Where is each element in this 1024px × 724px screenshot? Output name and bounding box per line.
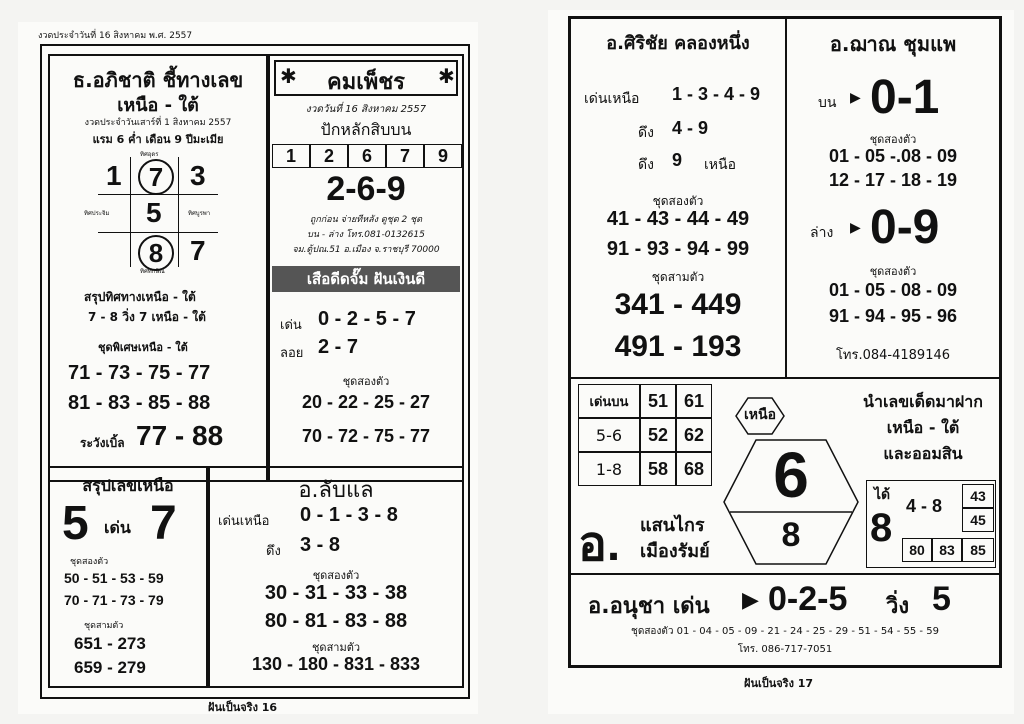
saenkrai-row1-label: 5-6 <box>578 418 640 452</box>
apichat-summary2: 7 - 8 วิ่ง 7 เหนือ - ใต้ <box>88 310 206 324</box>
sirichai-lead-label: เด่นเหนือ <box>584 91 640 107</box>
kompet-lead-label: เด่น <box>280 318 302 333</box>
lablae-lead-label: เด่นเหนือ <box>218 514 270 529</box>
tai-b3: 85 <box>962 538 994 562</box>
grid-ne: 3 <box>190 160 206 191</box>
anucha-arrow: ▶ <box>742 588 759 613</box>
saenkrai-top-label: เด่นบน <box>578 384 640 418</box>
anucha-run-label: วิ่ง <box>886 594 910 619</box>
saenkrai-big-top: 6 <box>773 439 809 511</box>
saenkrai-row1-2: 62 <box>676 418 712 452</box>
lablae-pull-label: ดึง <box>266 544 281 559</box>
saenkrai-brand2: เมืองรัมย์ <box>640 541 710 562</box>
sirichai-set3: ชุดสามตัว <box>651 270 705 284</box>
lablae-lead: 0 - 1 - 3 - 8 <box>300 504 398 526</box>
saenkrai-row2-2: 68 <box>676 452 712 486</box>
sirichai-r2: 91 - 93 - 94 - 99 <box>606 238 750 260</box>
summary-north-d1: 5 <box>62 497 89 550</box>
kompet-note2: บน - ล่าง โทร.081-0132615 <box>307 230 425 240</box>
chan-top-arrow: ▶ <box>850 90 861 106</box>
kompet-digit-4: 7 <box>386 144 424 168</box>
grid-s: 8 <box>138 235 174 271</box>
grid-se: 7 <box>190 235 206 266</box>
kompet-float-label: ลอย <box>280 346 304 361</box>
saenkrai-promo2: เหนือ - ใต้ <box>886 418 960 437</box>
grid-v2 <box>178 157 179 267</box>
sirichai-pull2-suffix: เหนือ <box>704 157 736 173</box>
kompet-digit-3: 6 <box>348 144 386 168</box>
sirichai-pull: 4 - 9 <box>672 118 709 138</box>
left-header: งวดประจำวันที่ 16 สิงหาคม พ.ศ. 2557 <box>38 31 193 41</box>
right-footer: ฝันเป็นจริง 17 <box>744 677 814 690</box>
lablae-r1: 30 - 31 - 33 - 38 <box>264 582 408 604</box>
summary-north-r3: 651 - 273 <box>74 634 146 653</box>
anucha-phone: โทร. 086-717-7051 <box>737 644 833 655</box>
apichat-subtitle: เหนือ - ใต้ <box>117 95 199 116</box>
dir-east: ทิศบูรพา <box>188 210 211 217</box>
summary-north-title: สรุปเลขเหนือ <box>82 476 174 495</box>
sirichai-r4: 491 - 193 <box>614 330 742 363</box>
sirichai-pull2-label: ดึง <box>638 157 654 173</box>
saenkrai-promo3: และออมสิน <box>883 444 963 463</box>
saenkrai-top-1: 51 <box>640 384 676 418</box>
saenkrai-hex-label: เหนือ <box>744 407 776 423</box>
sirichai-pull2: 9 <box>672 150 683 170</box>
grid-c: 5 <box>146 197 162 228</box>
sirichai-lead: 1 - 3 - 4 - 9 <box>672 84 761 104</box>
chan-top: 0-1 <box>870 71 940 124</box>
chan-phone: โทร.084-4189146 <box>835 348 951 363</box>
anucha-title: อ.อนุชา เด่น <box>588 594 710 619</box>
summary-north-r1: 50 - 51 - 53 - 59 <box>64 570 164 586</box>
summary-north-mid: เด่น <box>104 518 131 537</box>
apichat-date1: งวดประจำวันเสาร์ที่ 1 สิงหาคม 2557 <box>84 118 232 128</box>
chan-bottom-label: ล่าง <box>810 225 834 241</box>
lablae-r3: 130 - 180 - 831 - 833 <box>251 654 421 674</box>
kompet-banner: เสือดีดจั๊ม ฝันเงินดี <box>272 266 460 292</box>
lablae-set2: ชุดสองตัว <box>312 569 360 582</box>
apichat-date2: แรม 6 ค่ำ เดือน 9 ปีมะเมีย <box>92 133 224 146</box>
summary-north-r2: 70 - 71 - 73 - 79 <box>64 592 164 608</box>
anucha-set2: ชุดสองตัว 01 - 04 - 05 - 09 - 21 - 24 - 25 - 29 - 51 - 54 - 55 - 59 <box>631 626 939 637</box>
chan-set2b: ชุดสองตัว <box>869 265 917 278</box>
summary-north-d2: 7 <box>150 497 177 550</box>
left-page <box>18 22 478 714</box>
sirichai-r1: 41 - 43 - 44 - 49 <box>606 208 750 230</box>
kompet-digit-5: 9 <box>424 144 462 168</box>
kompet-note1: ถูกก่อน จ่ายทีหลัง ดูชุด 2 ชุด <box>309 215 423 225</box>
tai-b2: 83 <box>932 538 962 562</box>
grid-nw: 1 <box>106 160 122 191</box>
kompet-row2: 70 - 72 - 75 - 77 <box>301 426 431 446</box>
chan-r4: 91 - 94 - 95 - 96 <box>828 306 958 326</box>
tai-mid: 4 - 8 <box>906 496 943 516</box>
kompet-star-right: ✱ <box>438 64 455 88</box>
chan-set2a: ชุดสองตัว <box>869 133 917 146</box>
kompet-main: 2-6-9 <box>326 170 406 208</box>
chan-r1: 01 - 05 -.08 - 09 <box>828 146 958 166</box>
right-page <box>548 10 1014 714</box>
summary-north-r4: 659 - 279 <box>74 658 146 677</box>
anucha-main: 0-2-5 <box>768 580 848 618</box>
lablae-set3: ชุดสามตัว <box>311 641 361 654</box>
chan-top-label: บน <box>818 95 837 111</box>
apichat-special: ชุดพิเศษเหนือ - ใต้ <box>98 341 188 354</box>
kompet-head: ปักหลักสิบบน <box>320 120 412 139</box>
apichat-beware: 77 - 88 <box>136 420 224 451</box>
apichat-row1: 71 - 73 - 75 - 77 <box>68 362 211 384</box>
kompet-title: คมเพ็ชร <box>327 70 405 95</box>
sirichai-set2: ชุดสองตัว <box>652 194 704 208</box>
saenkrai-top-2: 61 <box>676 384 712 418</box>
saenkrai-row1-1: 52 <box>640 418 676 452</box>
saenkrai-promo1: นำเลขเด็ดมาฝาก <box>863 392 983 411</box>
kompet-set2: ชุดสองตัว <box>342 375 390 388</box>
grid-v1 <box>130 157 131 267</box>
sirichai-r3: 341 - 449 <box>614 288 742 321</box>
tai-r2: 45 <box>962 508 994 532</box>
apichat-summary1: สรุปทิศทางเหนือ - ใต้ <box>84 290 196 304</box>
apichat-row2: 81 - 83 - 85 - 88 <box>68 392 211 414</box>
apichat-beware-label: ระวังเบิ้ล <box>80 436 125 450</box>
lablae-r2: 80 - 81 - 83 - 88 <box>264 610 408 632</box>
kompet-digit-1: 1 <box>272 144 310 168</box>
kompet-note3: จม.ตู้ปณ.51 อ.เมือง จ.ราชบุรี 70000 <box>292 245 440 255</box>
lablae-title: อ.ลับแล <box>298 478 374 503</box>
kompet-row1: 20 - 22 - 25 - 27 <box>301 392 431 412</box>
sirichai-title: อ.ศิริชัย คลองหนึ่ง <box>606 33 750 54</box>
kompet-date: งวดวันที่ 16 สิงหาคม 2557 <box>305 104 427 115</box>
saenkrai-big-bottom: 8 <box>781 516 801 554</box>
summary-north-set3: ชุดสามตัว <box>84 621 124 631</box>
left-footer: ฝันเป็นจริง 16 <box>208 701 278 714</box>
saenkrai-row2-label: 1-8 <box>578 452 640 486</box>
kompet-star-left: ✱ <box>280 64 297 88</box>
apichat-title: ธ.อภิชาติ ชี้ทางเลข <box>72 68 244 92</box>
dir-north: ทิศอุดร <box>140 151 159 158</box>
sirichai-pull-label: ดึง <box>638 125 654 141</box>
chan-title: อ.ฌาณ ชุมแพ <box>829 32 957 56</box>
tai-r1: 43 <box>962 484 994 508</box>
grid-h2 <box>98 232 218 233</box>
summary-north-set2: ชุดสองตัว <box>70 557 109 567</box>
anucha-run: 5 <box>932 580 951 618</box>
lablae-pull: 3 - 8 <box>300 534 341 556</box>
kompet-float: 2 - 7 <box>318 336 359 358</box>
tai-label: ได้ <box>874 487 891 503</box>
tai-digit: 8 <box>870 506 893 550</box>
saenkrai-row2-1: 58 <box>640 452 676 486</box>
saenkrai-brand-letter: อ. <box>578 518 621 571</box>
dir-west: ทิศประจิม <box>84 210 110 217</box>
grid-n: 7 <box>138 159 174 195</box>
saenkrai-brand1: แสนไกร <box>640 515 705 536</box>
chan-r3: 01 - 05 - 08 - 09 <box>828 280 958 300</box>
kompet-lead: 0 - 2 - 5 - 7 <box>318 308 416 330</box>
kompet-digit-2: 2 <box>310 144 348 168</box>
chan-bottom-arrow: ▶ <box>850 220 861 236</box>
tai-b1: 80 <box>902 538 932 562</box>
chan-bottom: 0-9 <box>870 201 940 254</box>
dir-south: ทิศทักษิณ <box>140 268 165 275</box>
chan-r2: 12 - 17 - 18 - 19 <box>828 170 958 190</box>
